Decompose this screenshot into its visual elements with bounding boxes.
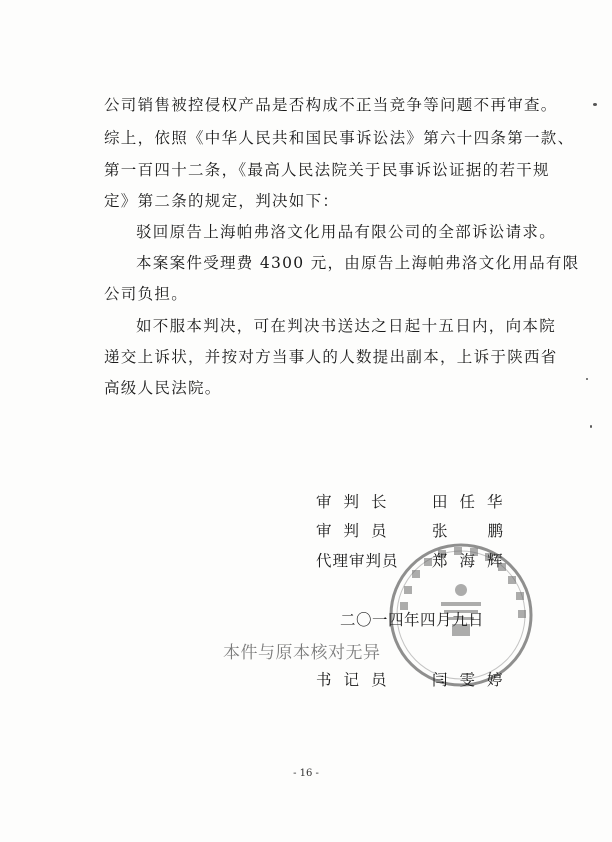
body-line-1: 公司销售被控侵权产品是否构成不正当竞争等问题不再审查。 [104, 96, 558, 114]
scan-speck [593, 103, 597, 106]
body-line-2: 综上，依照《中华人民共和国民事诉讼法》第六十四条第一款、 [104, 129, 575, 147]
clerk-title: 书记员 [316, 671, 399, 689]
body-line-8: 如不服本判决，可在判决书送达之日起十五日内，向本院 [136, 317, 557, 335]
signature-title: 审判长 [316, 493, 399, 511]
clerk-name: 闫雯婷 [432, 671, 515, 689]
judgment-date: 二〇一四年四月九日 [340, 611, 485, 629]
body-line-3: 第一百四十二条，《最高人民法院关于民事诉讼证据的若干规 [104, 161, 550, 179]
body-line-4: 定》第二条的规定，判决如下： [104, 192, 340, 210]
body-line-10: 高级人民法院。 [104, 379, 222, 397]
body-line-9: 递交上诉状，并按对方当事人的人数提出副本，上诉于陕西省 [104, 348, 558, 366]
scan-speck [590, 425, 592, 428]
signature-title: 代理审判员 [316, 552, 399, 570]
signature-name: 田任华 [432, 493, 515, 511]
certification-stamp: 本件与原本核对无异 [223, 643, 381, 663]
body-line-5: 驳回原告上海帕弗洛文化用品有限公司的全部诉讼请求。 [136, 223, 557, 241]
scan-speck [586, 378, 588, 380]
signature-name: 张鹏 [432, 522, 544, 540]
body-line-7: 公司负担。 [104, 285, 189, 303]
body-line-6: 本案案件受理费 4300 元，由原告上海帕弗洛文化用品有限 [136, 254, 580, 272]
page-number: - 16 - [293, 768, 319, 779]
signature-name: 郑海辉 [432, 552, 515, 570]
signature-title: 审判员 [316, 522, 399, 540]
